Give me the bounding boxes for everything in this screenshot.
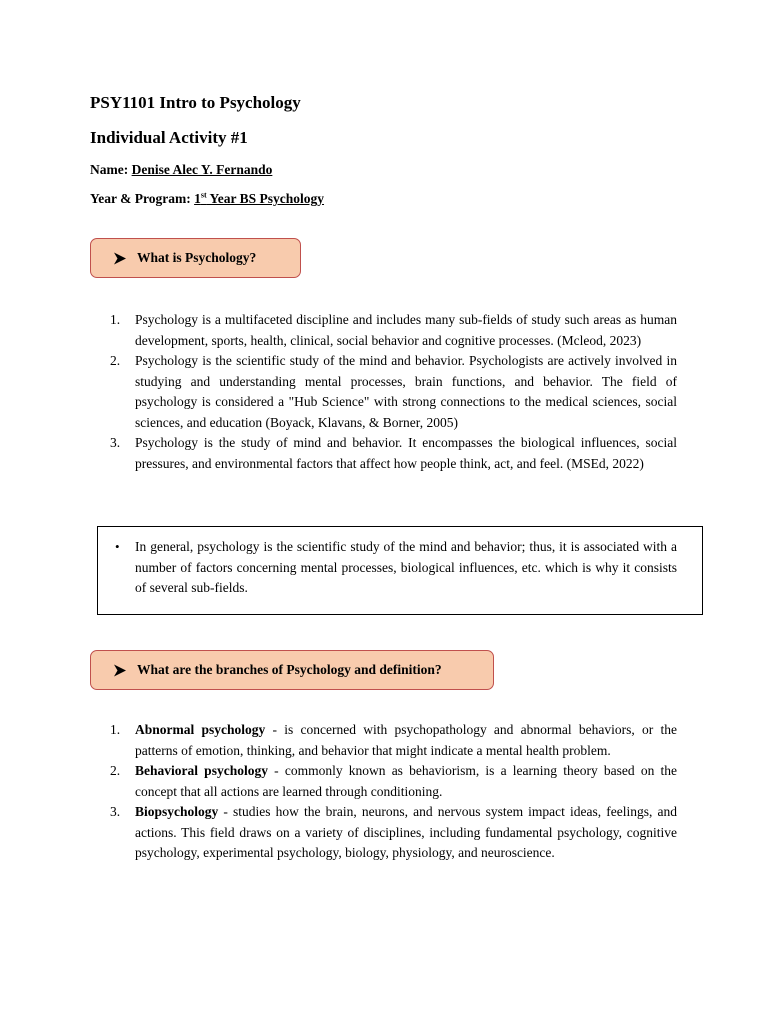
list-item-text: Psychology is the study of mind and behavior. It encompasses the biological influences, social pressures, and environmental factors that affect how people think, act, and feel. (MSEd, 2022) <box>135 435 677 471</box>
list-item <box>110 351 677 433</box>
summary-text: In general, psychology is the scientific study of the mind and behavior; thus, it is associated with a number of factors concerning mental processes, biological influences, etc. which is why it consists of several sub-fields. <box>135 539 677 595</box>
branch-definition: - is concerned with psychopathology and abnormal behaviors, or the patterns of emotion, thinking, and behavior that might indicate a mental health problem. <box>135 722 677 758</box>
name-label: Name: <box>90 162 129 177</box>
program-label: Year & Program: <box>90 191 191 206</box>
list-item <box>110 310 677 351</box>
program-ordinal: 1 <box>194 191 201 206</box>
student-name-line <box>90 162 272 178</box>
summary-box <box>97 526 703 615</box>
definitions-list <box>110 310 677 474</box>
program-value <box>194 191 324 206</box>
list-item <box>110 761 677 802</box>
program-rest: Year BS Psychology <box>206 191 325 206</box>
arrowhead-bullet-icon <box>113 664 127 677</box>
section-heading-branches <box>90 650 494 690</box>
branch-term: Abnormal psychology <box>135 722 266 737</box>
program-line <box>90 191 324 207</box>
section-heading-label: What is Psychology? <box>137 250 257 265</box>
list-number: 3. <box>110 435 121 450</box>
list-item <box>110 720 677 761</box>
arrowhead-bullet-icon <box>113 252 127 265</box>
branch-definition: - commonly known as behaviorism, is a learning theory based on the concept that all actions are learned through conditioning. <box>135 763 677 799</box>
list-number: 2. <box>110 763 121 778</box>
list-number: 1. <box>110 312 121 327</box>
program-ordinal-suffix: st <box>200 190 207 200</box>
list-item <box>110 433 677 474</box>
branches-list <box>110 720 677 864</box>
branch-term: Biopsychology <box>135 804 219 819</box>
section-heading-label: What are the branches of Psychology and definition? <box>137 662 442 677</box>
list-item <box>110 802 677 864</box>
branch-term: Behavioral psychology <box>135 763 268 778</box>
list-number: 3. <box>110 804 121 819</box>
activity-title: Individual Activity #1 <box>90 128 248 147</box>
list-item-text: Psychology is a multifaceted discipline and includes many sub-fields of study such areas as human development, sports, health, clinical, social behavior and cognitive processes. (Mcleod, 2023) <box>135 312 677 348</box>
list-item-text: Psychology is the scientific study of the mind and behavior. Psychologists are actively involved in studying and understanding mental processes, brain functions, and behavior. The field of psychology is considered a "Hub Science" with strong connections to the medical sciences, social sciences, and education (Boyack, Klavans, & Borner, 2005) <box>135 353 677 430</box>
name-value: Denise Alec Y. Fernando <box>131 162 273 177</box>
branch-definition: - studies how the brain, neurons, and nervous system impact ideas, feelings, and actions. This field draws on a variety of disciplines, including fundamental psychology, cognitive psychology, experimental psychology, biology, physiology, and neuroscience. <box>135 804 677 860</box>
section-heading-what-is-psychology <box>90 238 301 278</box>
list-number: 1. <box>110 722 121 737</box>
bullet-icon: • <box>115 539 120 554</box>
course-title: PSY1101 Intro to Psychology <box>90 93 301 112</box>
list-number: 2. <box>110 353 121 368</box>
